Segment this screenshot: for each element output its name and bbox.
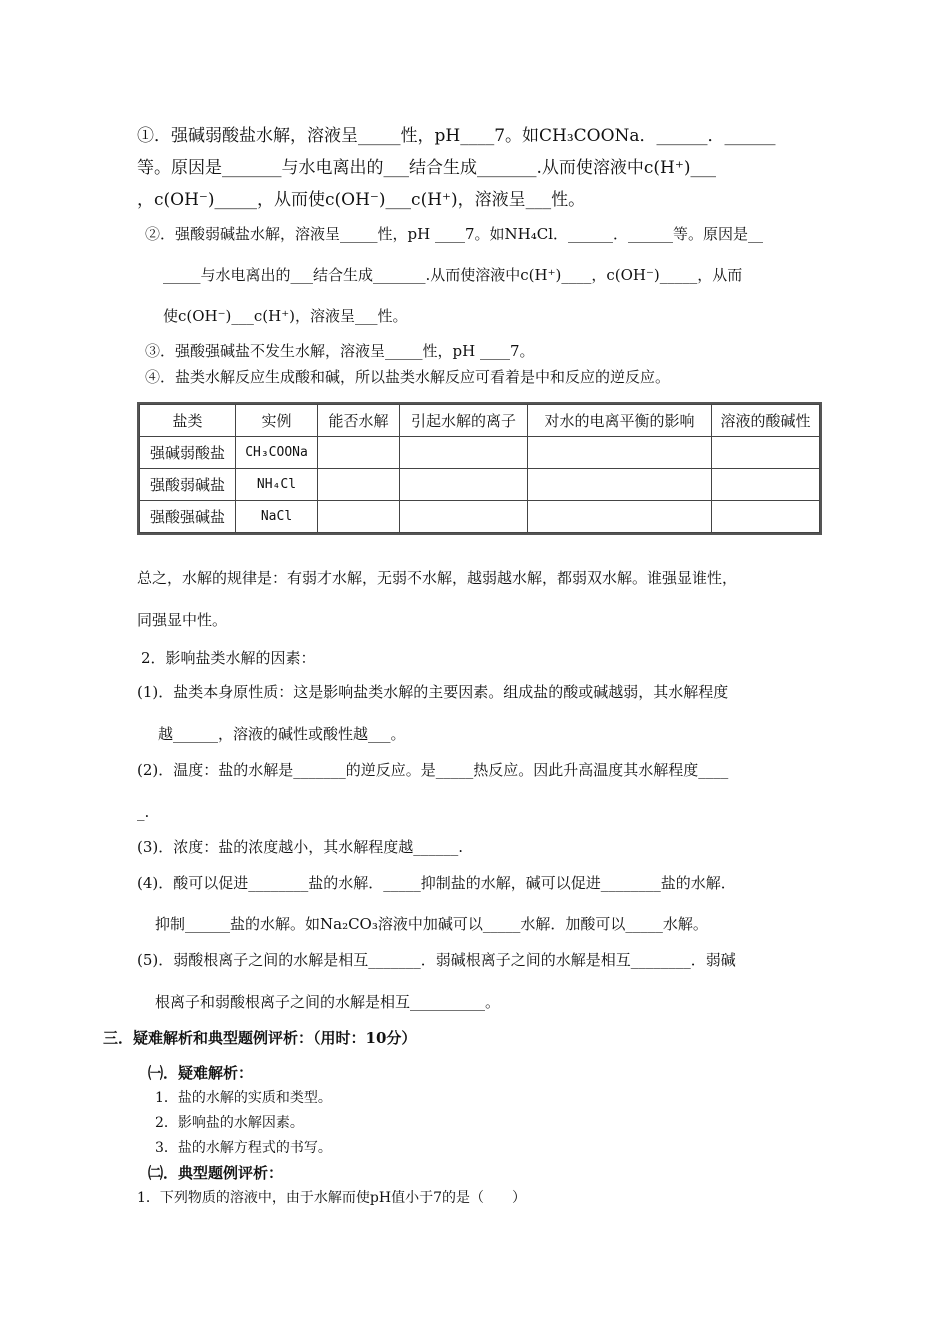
strong-acid-strong-base-line: ③．强酸强碱盐不发生水解，溶液呈_____性，pH ____7。 bbox=[145, 342, 535, 360]
factor-2-line-2: _. bbox=[137, 803, 150, 821]
factor-1-line-1: (1)．盐类本身原性质：这是影响盐类水解的主要因素。组成盐的酸或碱越弱，其水解程度 bbox=[137, 683, 729, 701]
table-header-cell: 盐类 bbox=[140, 405, 236, 437]
table-header-cell: 对水的电离平衡的影响 bbox=[528, 405, 712, 437]
table-header-row bbox=[140, 405, 820, 437]
strong-acid-weak-base-line-3: 使c(OH⁻)___c(H⁺)，溶液呈___性。 bbox=[163, 307, 408, 325]
table-cell bbox=[528, 437, 712, 469]
section-3-heading: 三．疑难解析和典型题例评析：（用时：10分） bbox=[103, 1029, 417, 1047]
table-cell bbox=[318, 469, 400, 501]
difficulty-item-1: 1．盐的水解的实质和类型。 bbox=[155, 1090, 332, 1106]
factors-heading: 2．影响盐类水解的因素： bbox=[141, 649, 316, 667]
table-row bbox=[140, 469, 820, 501]
factor-4-line-1: (4)．酸可以促进________盐的水解．_____抑制盐的水解，碱可以促进________盐的水解． bbox=[137, 874, 736, 892]
table-cell: 强酸强碱盐 bbox=[140, 501, 236, 533]
table-header-cell: 引起水解的离子 bbox=[400, 405, 528, 437]
table-header-cell: 实例 bbox=[236, 405, 318, 437]
table-header-cell: 能否水解 bbox=[318, 405, 400, 437]
table-cell: NaCl bbox=[236, 501, 318, 533]
table-cell bbox=[318, 501, 400, 533]
factor-5-line-1: (5)．弱酸根离子之间的水解是相互_______．弱碱根离子之间的水解是相互________．弱碱 bbox=[137, 951, 736, 969]
summary-line-2: 同强显中性。 bbox=[137, 611, 228, 629]
hydrolysis-neutralization-line: ④．盐类水解反应生成酸和碱，所以盐类水解反应可看着是中和反应的逆反应。 bbox=[145, 368, 671, 386]
question-1: 1．下列物质的溶液中，由于水解而使pH值小于7的是（ ） bbox=[137, 1190, 526, 1206]
table-cell bbox=[400, 437, 528, 469]
strong-base-weak-acid-line-1: ①．强碱弱酸盐水解，溶液呈_____性，pH____7。如CH₃COONa．______．______ bbox=[137, 126, 776, 146]
factor-1-line-2: 越______，溶液的碱性或酸性越___。 bbox=[158, 725, 406, 743]
table-cell bbox=[318, 437, 400, 469]
summary-line-1: 总之，水解的规律是：有弱才水解，无弱不水解，越弱越水解，都弱双水解。谁强显谁性， bbox=[137, 569, 738, 587]
subsection-examples-heading: ㈡．典型题例评析： bbox=[148, 1164, 284, 1182]
table-cell bbox=[400, 469, 528, 501]
factor-3-line: (3)．浓度：盐的浓度越小，其水解程度越______. bbox=[137, 838, 464, 856]
table-cell bbox=[712, 469, 820, 501]
strong-base-weak-acid-line-3: ，c(OH⁻)_____，从而使c(OH⁻)___c(H⁺)，溶液呈___性。 bbox=[137, 190, 586, 210]
subsection-difficulty-heading: ㈠．疑难解析： bbox=[148, 1064, 254, 1082]
table-cell: CH₃COONa bbox=[236, 437, 318, 469]
difficulty-item-2: 2．影响盐的水解因素。 bbox=[155, 1115, 304, 1131]
table-cell bbox=[712, 437, 820, 469]
table-cell bbox=[400, 501, 528, 533]
factor-4-line-2: 抑制______盐的水解。如Na₂CO₃溶液中加碱可以_____水解．加酸可以_____水解。 bbox=[155, 915, 708, 933]
strong-acid-weak-base-line-1: ②．强酸弱碱盐水解，溶液呈_____性，pH ____7。如NH₄Cl．______．______等。原因是__ bbox=[145, 225, 763, 243]
strong-base-weak-acid-line-2: 等。原因是_______与水电离出的___结合生成_______.从而使溶液中c(H⁺)___ bbox=[137, 158, 716, 178]
table-row bbox=[140, 437, 820, 469]
factor-5-line-2: 根离子和弱酸根离子之间的水解是相互__________。 bbox=[155, 993, 501, 1011]
strong-acid-weak-base-line-2: _____与水电离出的___结合生成_______.从而使溶液中c(H⁺)____，c(OH⁻)_____，从而 bbox=[163, 266, 743, 284]
table-header-cell: 溶液的酸碱性 bbox=[712, 405, 820, 437]
table-cell: NH₄Cl bbox=[236, 469, 318, 501]
table-cell bbox=[528, 501, 712, 533]
table-cell: 强碱弱酸盐 bbox=[140, 437, 236, 469]
table-cell bbox=[528, 469, 712, 501]
factor-2-line-1: (2)．温度：盐的水解是_______的逆反应。是_____热反应。因此升高温度其水解程度____ bbox=[137, 761, 729, 779]
salt-hydrolysis-table bbox=[139, 404, 820, 533]
table-row bbox=[140, 501, 820, 533]
table-cell: 强酸弱碱盐 bbox=[140, 469, 236, 501]
difficulty-item-3: 3．盐的水解方程式的书写。 bbox=[155, 1140, 332, 1156]
table-cell bbox=[712, 501, 820, 533]
